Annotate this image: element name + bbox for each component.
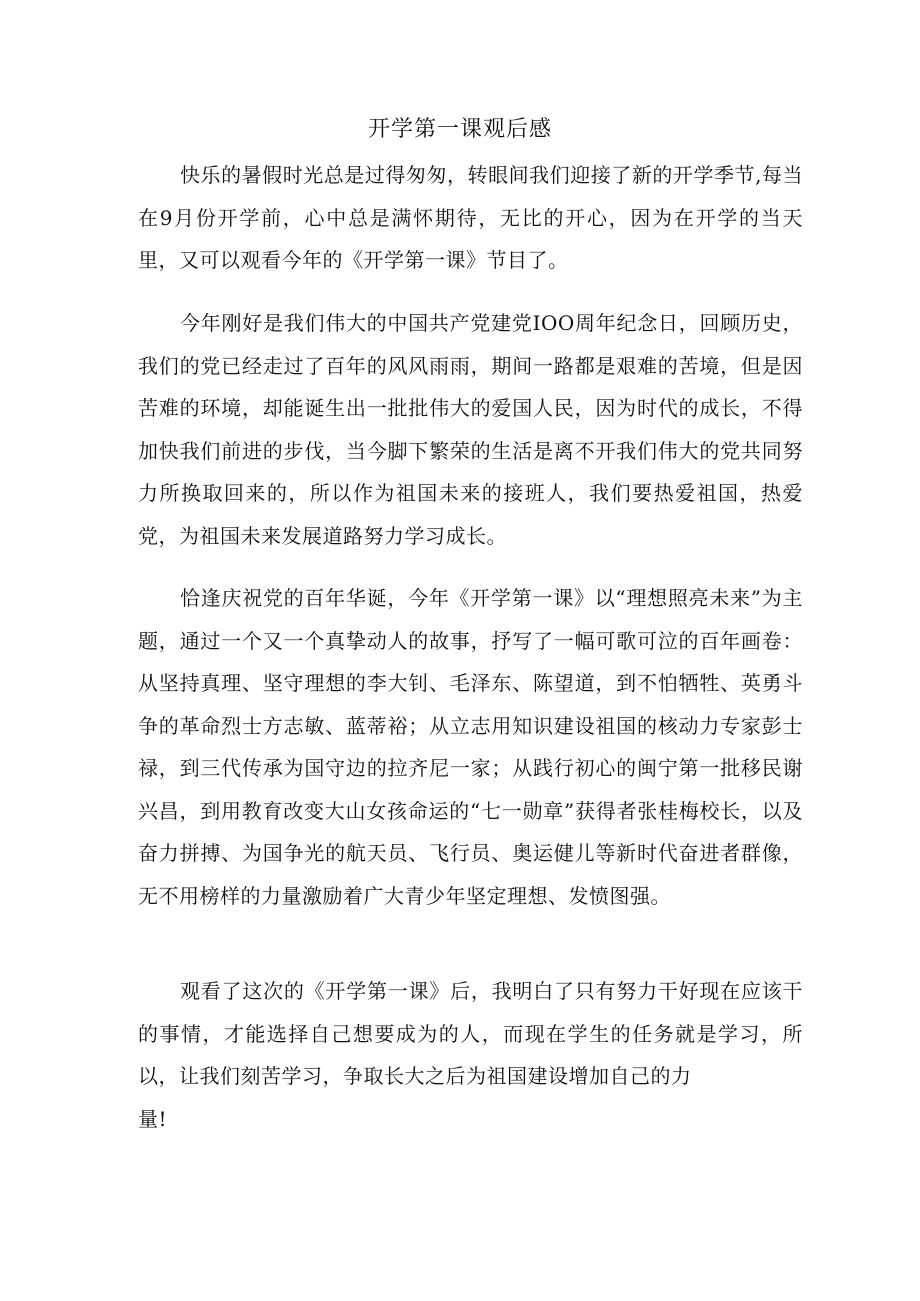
paragraph-3: 恰逢庆祝党的百年华诞，今年《开学第一课》以“理想照亮未来”为主题，通过一个又一个真挚动人的故事，抒写了一幅可歌可泣的百年画卷：从坚持真理、坚守理想的李大钊、毛泽东、陈望道，到不怕牺牲、英勇斗争的革命烈士方志敏、蓝蒂裕；从立志用知识建设祖国的核动力专家彭士禄，到三代传承为国守边的拉齐尼一家；从践行初心的闽宁第一批移民谢兴昌，到用教育改变大山女孩命运的“七一勋章”获得者张桂梅校长，以及奋力拼搏、为国争光的航天员、飞行员、奥运健儿等新时代奋进者群像，无不用榜样的力量激励着广大青少年坚定理想、发愤图强。 [138,586,803,908]
paragraph-4-body: 观看了这次的《开学第一课》后，我明白了只有努力干好现在应该干的事情，才能选择自己想要成为的人，而现在学生的任务就是学习，所以，让我们刻苦学习，争取长大之后为祖国建设增加自己的力 [138,979,803,1088]
paragraph-2: 今年刚好是我们伟大的中国共产党建党IOO周年纪念日，回顾历史，我们的党已经走过了百年的风风雨雨，期间一路都是艰难的苦境，但是因苦难的环境，却能诞生出一批批伟大的爱国人民，因为时代的成长，不得加快我们前进的步伐，当今脚下繁荣的生活是离不开我们伟大的党共同努力所换取回来的，所以作为祖国未来的接班人，我们要热爱祖国，热爱党，为祖国未来发展道路努力学习成长。 [138,311,803,548]
paragraph-1: 快乐的暑假时光总是过得匆匆，转眼间我们迎接了新的开学季节,每当在9月份开学前，心中总是满怀期待，无比的开心，因为在开学的当天里，又可以观看今年的《开学第一课》节目了。 [138,163,803,272]
page-title: 开学第一课观后感 [367,117,552,142]
paragraph-4 [138,970,803,1140]
paragraph-4-tail: 量! [138,1106,168,1131]
